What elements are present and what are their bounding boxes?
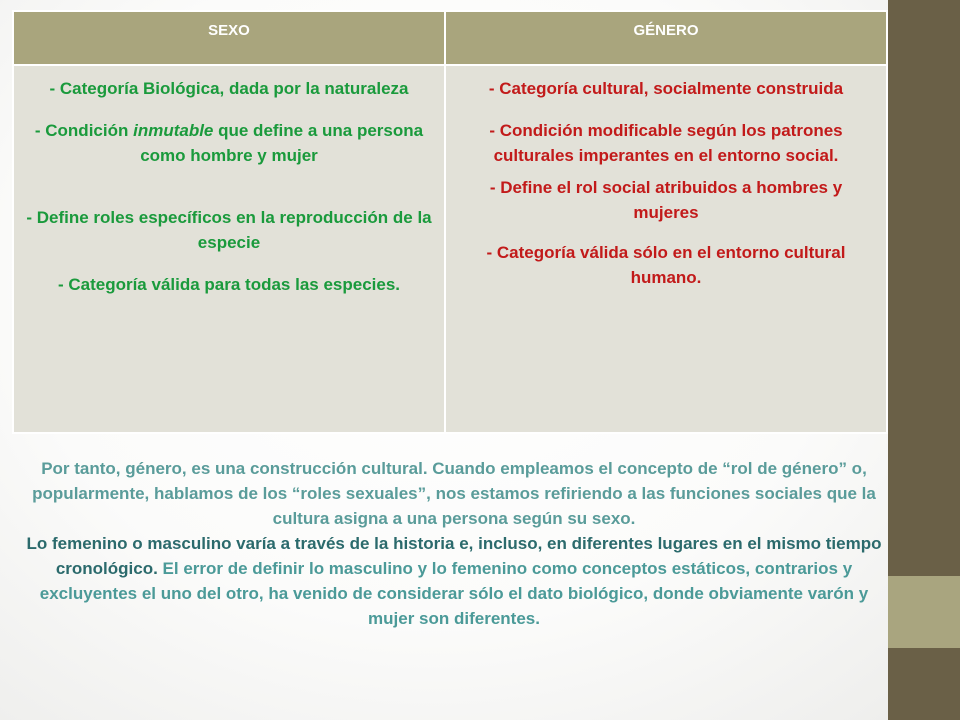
table-row	[13, 65, 887, 433]
comparison-table	[12, 10, 888, 434]
cell-genero	[445, 65, 887, 433]
sexo-item-2-emphasis: inmutable	[133, 121, 214, 140]
side-decoration-accent	[888, 576, 960, 648]
genero-item-3: - Define el rol social atribuidos a hombres y mujeres	[489, 178, 843, 222]
sexo-item-3: - Define roles específicos en la reproducción de la especie	[26, 208, 432, 252]
genero-item-2: - Condición modificable según los patrones culturales imperantes en el entorno social.	[489, 121, 843, 165]
genero-item-4: - Categoría válida sólo en el entorno cultural humano.	[486, 243, 846, 287]
paragraph-text-1: Por tanto, género, es una construcción cultural. Cuando empleamos el concepto de “rol de género” o, popularmente, hablamos de los “roles sexuales”, nos estamos refiriendo a las funciones sociales que la cultura asigna a una persona según su sexo.	[32, 459, 876, 528]
paragraph-text-2: Lo femenino o masculino varía a través de la historia e, incluso, en diferentes lugares en el mismo tiempo cronológico.	[26, 534, 882, 578]
sexo-item-2-suffix: que define a una persona como hombre y mujer	[140, 121, 424, 165]
header-sexo: SEXO	[13, 11, 445, 65]
sexo-item-2-prefix: - Condición	[34, 121, 134, 140]
explanation-paragraph	[24, 456, 884, 631]
genero-item-1: - Categoría cultural, socialmente construida	[488, 79, 844, 98]
header-genero: GÉNERO	[445, 11, 887, 65]
table-header-row	[13, 11, 887, 65]
sexo-item-4: - Categoría válida para todas las especies.	[57, 275, 401, 294]
sexo-item-1: - Categoría Biológica, dada por la naturaleza	[49, 79, 409, 98]
paragraph-text-3: El error de definir lo masculino y lo femenino como conceptos estáticos, contrarios y excluyentes el uno del otro, ha venido de considerar sólo el dato biológico, donde obviamente varón y mujer son diferentes.	[39, 559, 869, 628]
paragraph-part-2	[24, 531, 884, 631]
paragraph-part-1	[24, 456, 884, 531]
cell-sexo	[13, 65, 445, 433]
sexo-item-2	[24, 118, 434, 168]
